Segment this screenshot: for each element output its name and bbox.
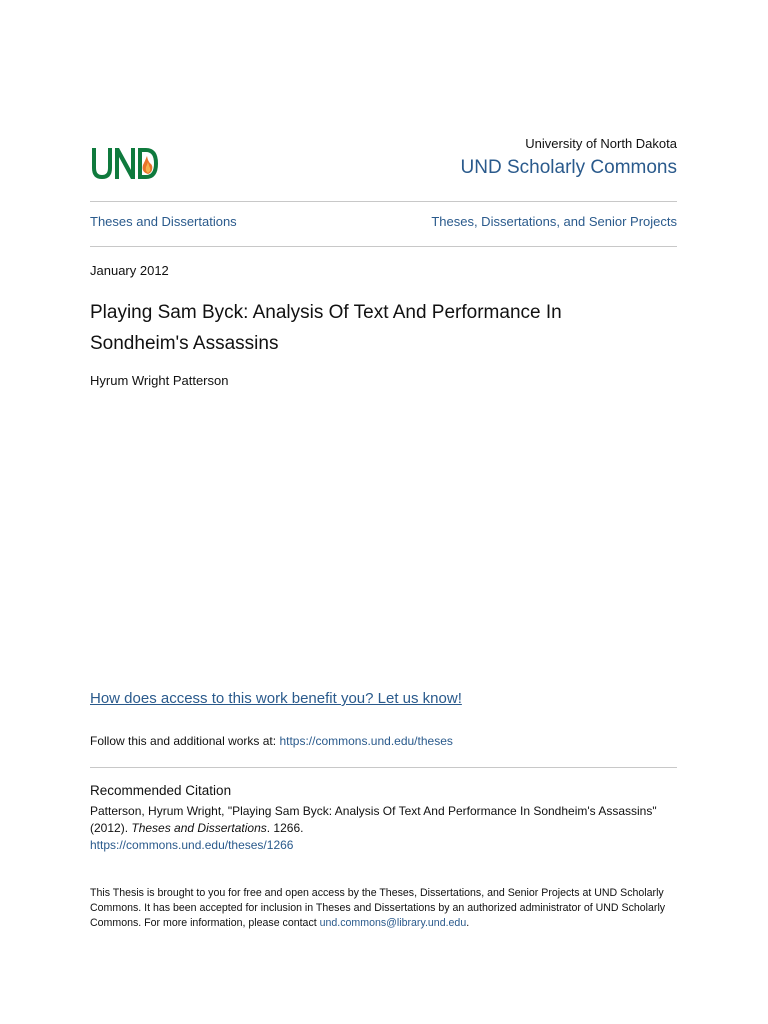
follow-line <box>90 734 453 748</box>
publication-date: January 2012 <box>90 263 169 278</box>
notice-end: . <box>466 917 470 929</box>
citation-text: Patterson, Hyrum Wright, "Playing Sam Byck: Analysis Of Text And Performance In Sondheim's Assassins" (2012). <box>90 804 657 835</box>
access-notice <box>90 886 670 931</box>
repository-link[interactable]: UND Scholarly Commons <box>460 157 677 178</box>
collection-link[interactable]: Theses and Dissertations <box>90 214 237 229</box>
citation-number: . 1266. <box>266 821 304 835</box>
follow-text: Follow this and additional works at: <box>90 734 280 748</box>
follow-url-link[interactable]: https://commons.und.edu/theses <box>279 734 453 748</box>
citation-heading: Recommended Citation <box>90 783 232 798</box>
contact-email-link[interactable]: und.commons@library.und.edu <box>319 917 467 929</box>
divider-breadcrumb <box>90 246 677 247</box>
citation-body <box>90 803 680 854</box>
notice-text: This Thesis is brought to you for free and open access by the Theses, Dissertations, and Senior Projects at UND Scholarly Commons. It has been accepted for inclusion in Theses and Dissertations by an authorized administrator of UND Scholarly Commons. For more information, please contact <box>90 887 666 929</box>
breadcrumb <box>90 214 677 232</box>
citation-series: Theses and Dissertations <box>131 821 267 835</box>
feedback-link[interactable]: How does access to this work benefit you? Let us know! <box>90 690 462 707</box>
divider-top <box>90 201 677 202</box>
citation-url-link[interactable]: https://commons.und.edu/theses/1266 <box>90 838 294 852</box>
cover-page <box>90 0 677 1024</box>
header <box>90 130 677 190</box>
item-title: Playing Sam Byck: Analysis Of Text And Performance In Sondheim's Assassins <box>90 302 562 354</box>
divider-citation <box>90 767 677 768</box>
und-logo-icon[interactable] <box>90 146 160 182</box>
university-name: University of North Dakota <box>525 136 677 151</box>
parent-collection-link[interactable]: Theses, Dissertations, and Senior Projects <box>431 214 677 229</box>
item-author: Hyrum Wright Patterson <box>90 373 229 388</box>
